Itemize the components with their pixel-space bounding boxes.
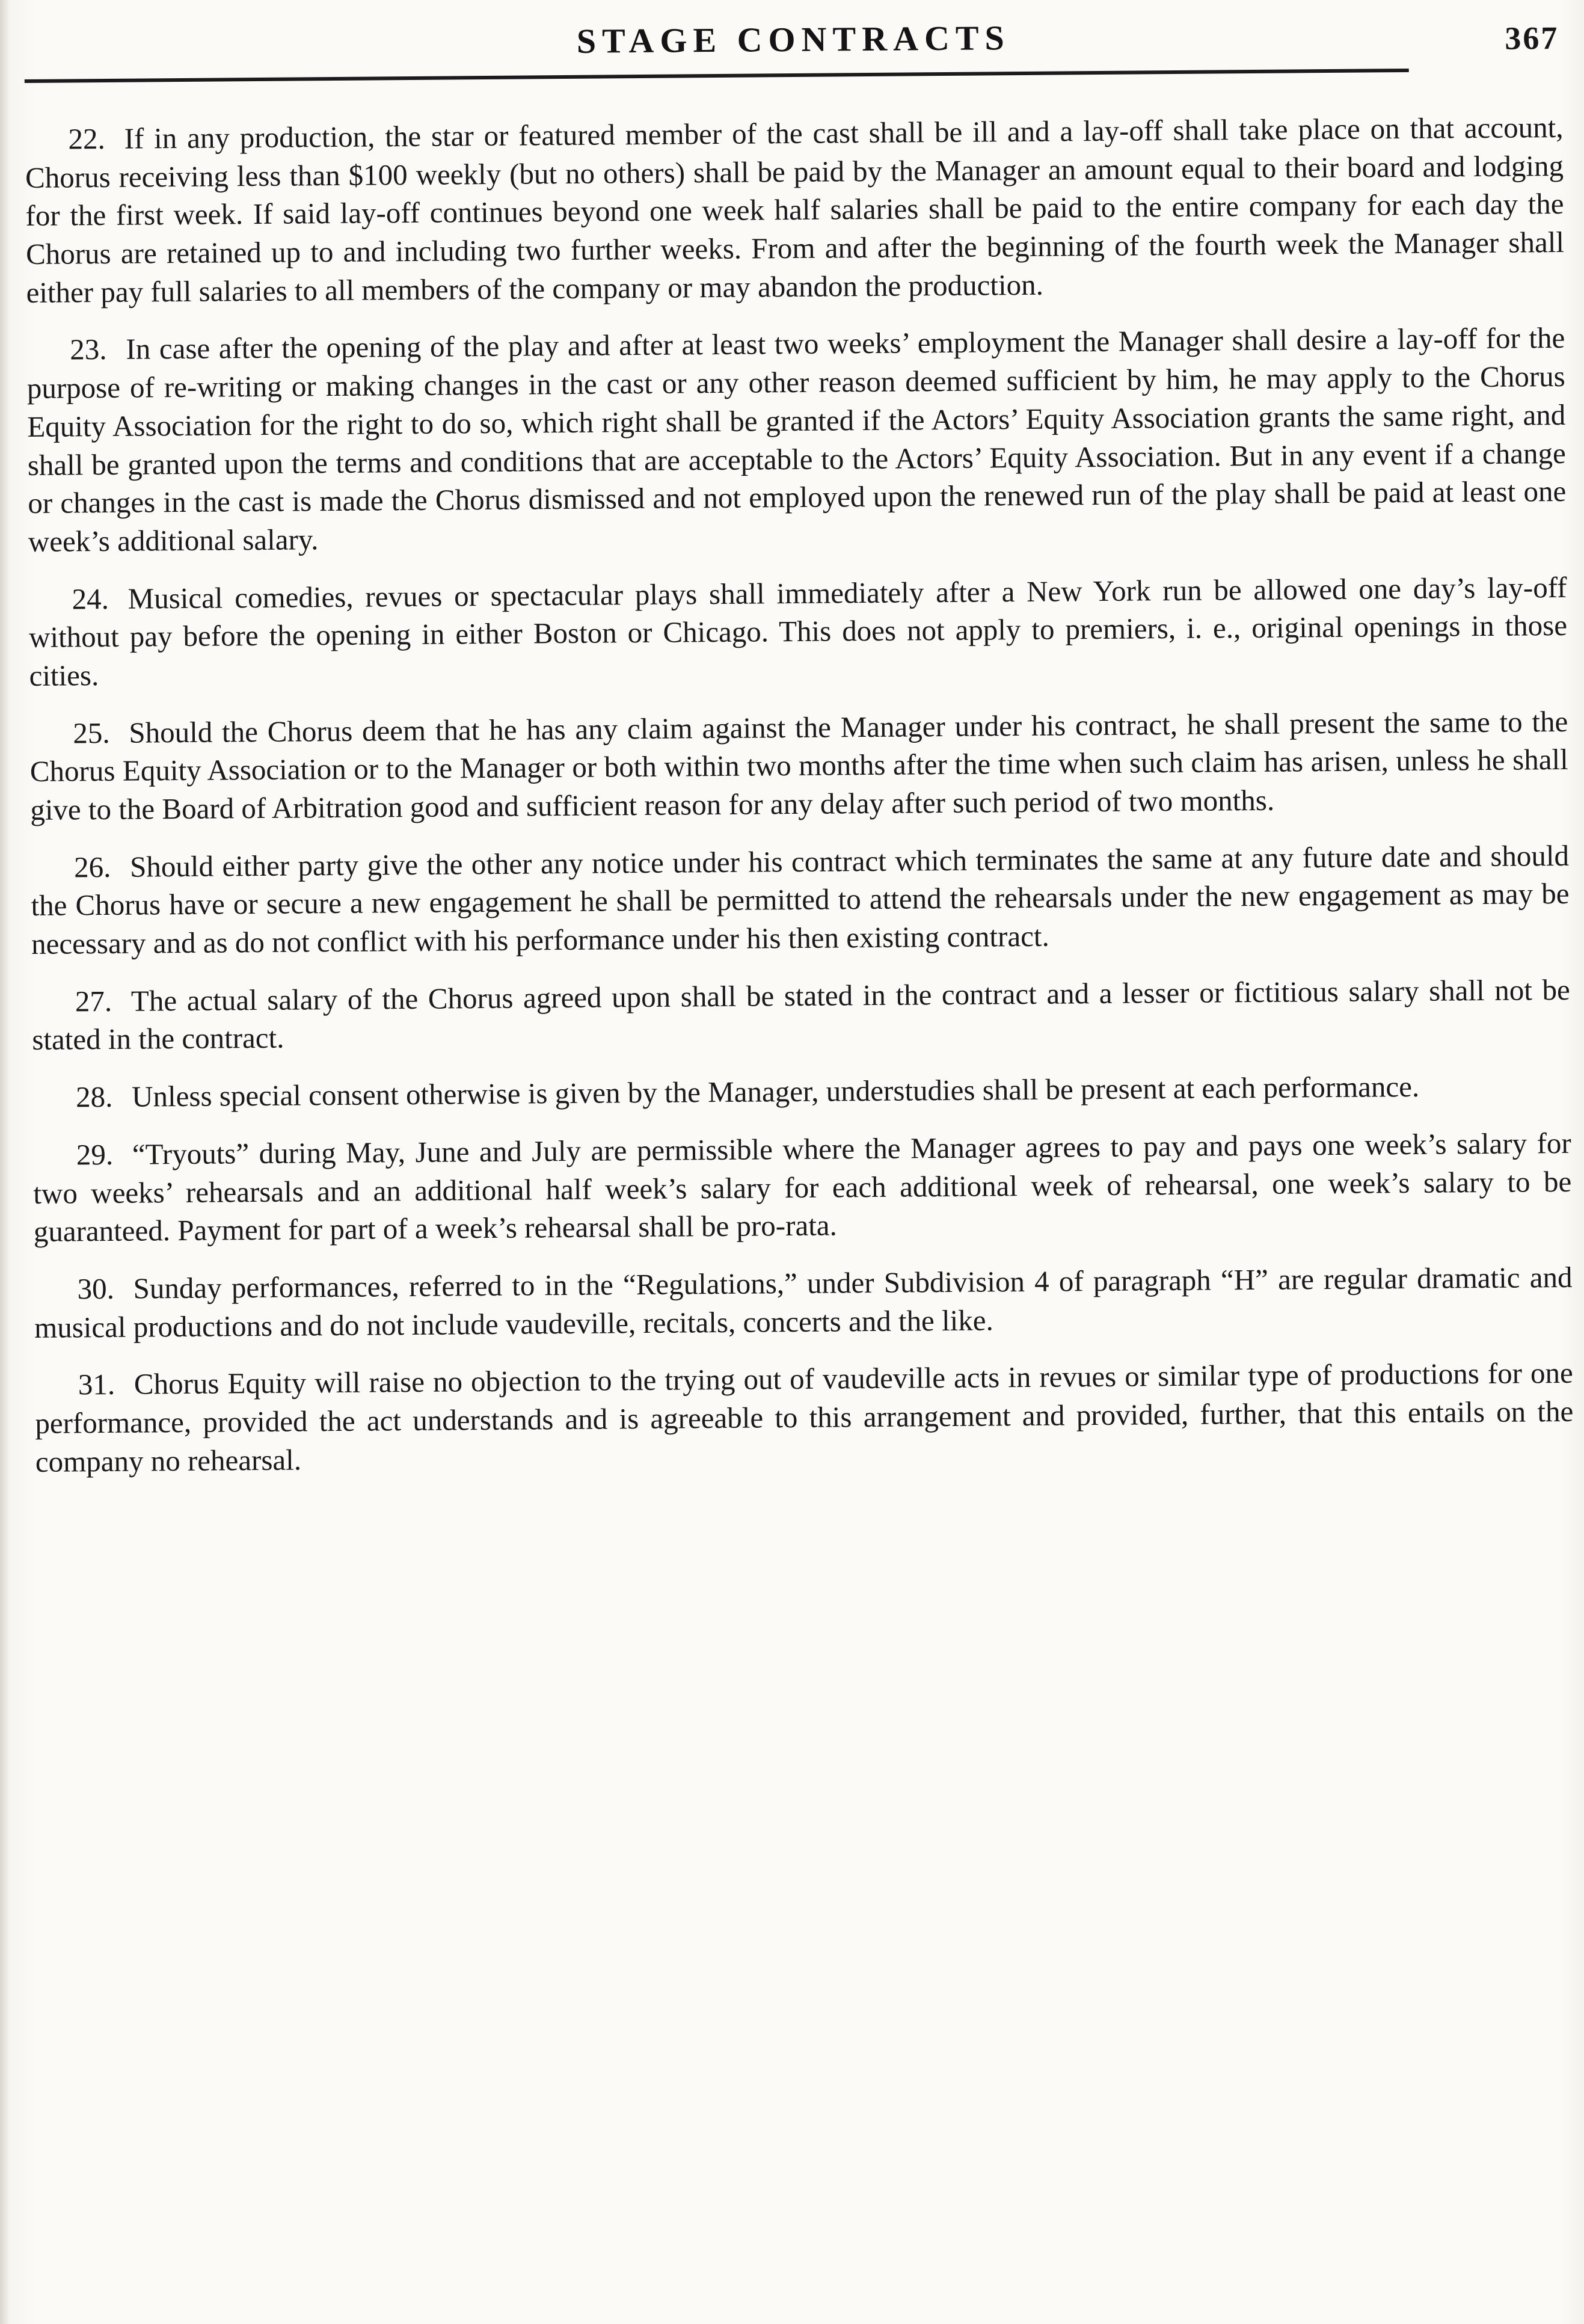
page-title: STAGE CONTRACTS (576, 18, 1011, 61)
paragraph-number: 26. (73, 850, 111, 884)
paragraph-27 (32, 971, 1571, 1059)
paragraph-number: 25. (73, 716, 110, 750)
paragraph-26 (31, 837, 1570, 964)
paragraph-number: 23. (70, 333, 107, 366)
paragraph-number: 28. (75, 1080, 113, 1114)
page-number: 367 (1505, 20, 1559, 57)
paragraph-number: 29. (76, 1137, 114, 1172)
paragraph-text: Musical comedies, revues or spectacular plays shall immediately after a New York run be allowed one day’s lay-off without pay before the opening in either Boston or Chicago. This does not apply to premiers, i. e., original openings in those cities. (28, 570, 1568, 692)
paragraph-number: 24. (72, 582, 109, 616)
paragraph-text: “Tryouts” during May, June and July are permissible where the Manager agrees to pay and pays one week’s salary for two weeks’ rehearsals and an additional half week’s salary for each additional week of rehearsal, one week’s salary to be guaranteed. Payment for part of a week’s rehearsal shall be pro-rata. (33, 1126, 1572, 1249)
header-rule (25, 69, 1409, 83)
page-content (24, 11, 1574, 1500)
paragraph-28 (32, 1066, 1571, 1117)
paragraph-text: Chorus Equity will raise no objection to the trying out of vaudeville acts in revues or similar type of productions for one performance, provided the act understands and is agreeable to this arrangement and provided, further, that this entails on the company no rehearsal. (35, 1356, 1574, 1478)
document-body (25, 108, 1574, 1481)
paragraph-number: 22. (68, 121, 106, 156)
paragraph-text: Should the Chorus deem that he has any claim against the Manager under his contract, he shall present the same to the Chorus Equity Association or to the Manager or both within two months after the time when such claim has arisen, unless he shall give to the Board of Arbitration good and sufficient reason for any delay after such period of two months. (29, 704, 1568, 827)
paragraph-number: 31. (78, 1368, 115, 1401)
paragraph-25 (29, 702, 1568, 829)
paragraph-23 (26, 319, 1567, 561)
paragraph-text: Sunday performances, referred to in the “Regulations,” under Subdivision 4 of paragraph “H” are regular dramatic and musical productions and do not include vaudeville, recitals, concerts and the like. (34, 1260, 1573, 1344)
paragraph-text: In case after the opening of the play and after at least two weeks’ employment the Manager shall desire a lay-off for the purpose of re-writing or making changes in the cast or any other reason deemed sufficient by him, he may apply to the Chorus Equity Association for the right to do so, which right shall be granted if the Actors’ Equity Association grants the same right, and shall be granted upon the terms and conditions that are acceptable to the Actors’ Equity Association. But in any event if a change or changes in the cast is made the Chorus dismissed and not employed upon the renewed run of the play shall be paid at least one week’s additional salary. (26, 321, 1567, 558)
paragraph-text: Unless special consent otherwise is given by the Manager, understudies shall be present at each performance. (131, 1070, 1420, 1113)
paragraph-29 (33, 1124, 1572, 1251)
paragraph-24 (28, 568, 1567, 695)
paragraph-31 (35, 1354, 1574, 1481)
paragraph-text: Should either party give the other any notice under his contract which terminates the same at any future date and should the Chorus have or secure a new engagement he shall be permitted to attend the rehearsals under the new engagement as may be necessary and as do not conflict with his performance under his then existing contract. (31, 838, 1570, 961)
paragraph-number: 30. (77, 1271, 115, 1306)
paragraph-30 (34, 1258, 1573, 1347)
paragraph-number: 27. (75, 984, 112, 1018)
paragraph-text: If in any production, the star or featured member of the cast shall be ill and a lay-off shall take place on that account, Chorus receiving less than $100 weekly (but no others) shall be paid by the Manager an amount equal to their board and lodging for the first week. If said lay-off continues beyond one week half salaries shall be paid to the entire company for each day the Chorus are retained up to and including two further weeks. From and after the beginning of the fourth week the Manager shall either pay full salaries to all members of the company or may abandon the production. (25, 110, 1565, 309)
paragraph-text: The actual salary of the Chorus agreed upon shall be stated in the contract and a lesser or fictitious salary shall not be stated in the contract. (32, 973, 1570, 1057)
page-header (24, 11, 1563, 100)
paragraph-22 (25, 108, 1564, 312)
